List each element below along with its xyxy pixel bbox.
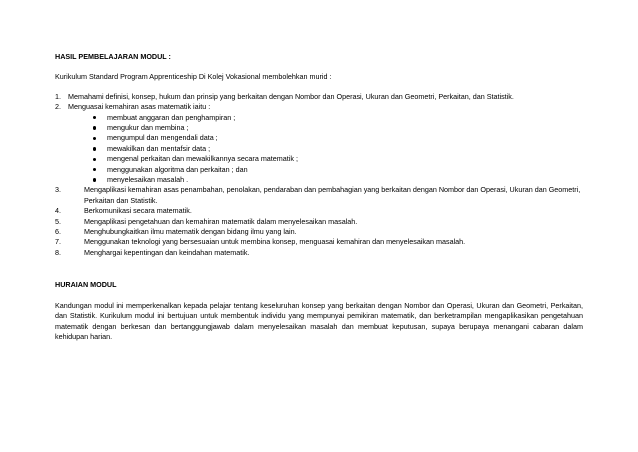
outcome-text: Berkomunikasi secara matematik.	[84, 206, 192, 216]
outcome-number: 8.	[55, 247, 61, 257]
bullet-dot-icon	[93, 168, 96, 171]
outcome-text: Memahami definisi, konsep, hukum dan prinsip yang berkaitan dengan Nombor dan Operasi, Ukuran dan Geometri, Perkaitan, dan Statistik.	[68, 91, 514, 101]
bullet-text: menyelesaikan masalah .	[107, 175, 189, 185]
bullet-text: mengenal perkaitan dan mewakilkannya secara matematik ;	[107, 154, 298, 164]
outcome-number: 1.	[55, 91, 61, 101]
outcome-number: 4.	[55, 206, 61, 216]
outcome-text: Menghargai kepentingan dan keindahan matematik.	[84, 247, 250, 257]
bullet-dot-icon	[93, 158, 96, 161]
outcome-item-1	[55, 92, 583, 102]
bullet-item	[91, 154, 583, 164]
bullet-dot-icon	[93, 137, 96, 140]
outcome-text: Menggunakan teknologi yang bersesuaian untuk membina konsep, menguasai kemahiran dan menyelesaikan masalah.	[84, 237, 466, 247]
bullet-item	[91, 144, 583, 154]
outcome-item-8	[55, 248, 583, 258]
bullet-text: mengumpul dan mengendali data ;	[107, 133, 218, 143]
outcome-item-7	[55, 237, 583, 247]
skills-bullet-list	[91, 113, 583, 186]
section-heading-learning-outcomes: HASIL PEMBELAJARAN MODUL :	[55, 52, 171, 61]
outcome-number: 7.	[55, 237, 61, 247]
bullet-item	[91, 133, 583, 143]
outcome-number: 6.	[55, 227, 61, 237]
outcome-text: Mengaplikasi pengetahuan dan kemahiran matematik dalam menyelesaikan masalah.	[84, 216, 358, 226]
bullet-item	[91, 113, 583, 123]
outcome-text: Mengaplikasi kemahiran asas penambahan, penolakan, pendaraban dan pembahagian yang berkaitan dengan Nombor dan Operasi, Ukuran dan Geometri, Perkaitan dan Statistik.	[84, 185, 581, 205]
bullet-text: membuat anggaran dan penghampiran ;	[107, 112, 236, 122]
outcome-number: 3.	[55, 185, 61, 195]
bullet-item	[91, 175, 583, 185]
bullet-dot-icon	[93, 147, 96, 150]
outcome-item-3	[55, 185, 583, 206]
bullet-item	[91, 123, 583, 133]
section-heading-module-description: HURAIAN MODUL	[55, 280, 117, 290]
bullet-dot-icon	[93, 126, 96, 129]
outcome-number: 5.	[55, 216, 61, 226]
bullet-item	[91, 165, 583, 175]
outcome-item-2	[55, 102, 583, 185]
bullet-dot-icon	[93, 178, 96, 181]
outcome-text: Menguasai kemahiran asas matematik iaitu :	[68, 102, 211, 112]
outcome-text: Menghubungkaitkan ilmu matematik dengan bidang ilmu yang lain.	[84, 227, 297, 237]
bullet-text: mewakilkan dan mentafsir data ;	[107, 143, 211, 153]
bullet-text: menggunakan algoritma dan perkaitan ; dan	[107, 164, 248, 174]
document-page	[55, 52, 583, 342]
outcome-item-6	[55, 227, 583, 237]
module-description-paragraph: Kandungan modul ini memperkenalkan kepada pelajar tentang keseluruhan konsep yang berkaitan dengan Nombor dan Operasi, Ukuran dan Geometri, Perkaitan, dan Statistik. Kurikulum modul ini bertujuan untuk membentuk individu yang mempunyai pemikiran matematik, dan berketrampilan mengaplikasikan pengetahuan matematik dengan berkesan dan bertanggungjawab dalam menyelesaikan masalah dan membuat keputusan, supaya berupaya menangani cabaran dalam kehidupan harian.	[55, 300, 583, 341]
bullet-dot-icon	[93, 116, 96, 119]
outcome-item-4	[55, 206, 583, 216]
outcome-number: 2.	[55, 102, 61, 112]
bullet-text: mengukur dan membina ;	[107, 123, 189, 133]
intro-text: Kurikulum Standard Program Apprenticeship Di Kolej Vokasional membolehkan murid :	[55, 72, 332, 82]
outcome-item-5	[55, 217, 583, 227]
outcomes-list	[55, 92, 583, 259]
